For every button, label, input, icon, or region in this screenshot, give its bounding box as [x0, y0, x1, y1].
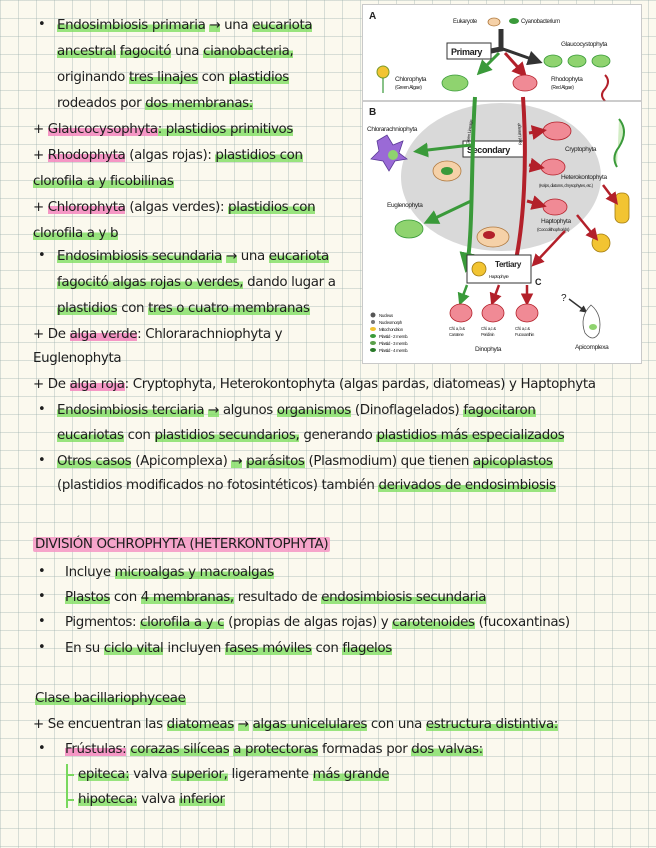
arrow-icon: → — [231, 454, 243, 469]
term: dos membranas: — [145, 96, 253, 111]
text: valva — [141, 792, 176, 807]
text: con — [127, 428, 151, 443]
bullet: • — [38, 640, 46, 655]
legend-item: Plastid - 3 memb. — [379, 341, 409, 346]
glauco-cell-icon — [592, 55, 610, 67]
legend-item: Mitochondrion — [379, 327, 403, 332]
term: derivados de endosimbiosis — [378, 478, 556, 493]
pigment-label: Chl. a,c & — [515, 326, 530, 331]
text: incluyen — [167, 641, 221, 656]
bullet: • — [38, 614, 46, 629]
red-secondary-cell-icon — [541, 159, 565, 175]
term: apicoplastos — [472, 454, 553, 469]
dinophyta-cell-icon — [482, 304, 504, 322]
arrow-to-crypto — [529, 131, 541, 133]
bracket-line — [66, 764, 68, 808]
text: dando lugar a — [247, 275, 336, 290]
rhodophyta-label: Rhodophyta — [551, 76, 583, 83]
text: (Dinoflagelados) — [354, 403, 460, 418]
eukaryote-label: Eukaryote — [453, 19, 477, 25]
note-line — [57, 274, 336, 292]
cyanobacterium-icon — [509, 18, 519, 24]
section-title — [33, 536, 330, 554]
red-algae-label: (Red Algae) — [551, 85, 574, 91]
term: Endosimbiosis terciaria — [57, 403, 205, 418]
term: clorofila a y c — [140, 615, 225, 630]
text: con — [315, 641, 339, 656]
arrow-icon: → — [225, 249, 237, 264]
term: tres o cuatro membranas — [148, 301, 310, 316]
term: corazas silíceas — [130, 742, 230, 757]
arrow-to-diatom — [603, 185, 615, 201]
diatom-cell-icon — [615, 193, 629, 223]
arrow-icon: → — [209, 18, 221, 33]
haptophyte-label: Haptophyte — [489, 274, 509, 279]
class-title-text: Clase bacillariophyceae — [35, 691, 186, 706]
note-line — [65, 640, 392, 658]
term: 4 membranas, — [140, 590, 234, 605]
primary-label: Primary — [451, 47, 483, 57]
text: ligeramente — [231, 767, 309, 782]
text: una — [175, 44, 200, 59]
arrow-to-coccolith — [577, 215, 595, 237]
arrow-to-dino-2 — [493, 285, 499, 301]
arrow-icon: → — [208, 403, 219, 418]
red-secondary-cell-icon — [543, 122, 571, 140]
tertiary-label: Tertiary — [495, 260, 521, 269]
note-line — [57, 453, 553, 471]
note-line — [65, 741, 483, 759]
term: clorofila a y b — [33, 226, 119, 241]
text: con — [113, 590, 137, 605]
term: eucariota — [252, 18, 313, 33]
term: dos valvas: — [411, 742, 483, 757]
bullet: • — [38, 453, 46, 468]
chlorarachniophyta-label: Chlorarachniophyta — [367, 126, 418, 133]
term-pink: Chlorophyta — [47, 200, 126, 215]
rhodophyta-cell-icon — [513, 75, 537, 91]
term: fagocitó — [119, 44, 172, 59]
term: plastidios con — [228, 200, 316, 215]
panel-a-label: A — [369, 11, 376, 22]
legend-item: Plastid - 4 memb. — [379, 348, 409, 353]
red-lineage-label: Red Lineage — [516, 123, 523, 146]
plus-sign: + — [33, 148, 44, 163]
term: más grande — [312, 767, 390, 782]
haptophyte-icon — [472, 262, 486, 276]
note-line — [57, 17, 312, 35]
note-line — [57, 43, 293, 61]
arrow-to-dino-1 — [461, 285, 467, 301]
cyanobacterium-label: Cyanobacterium — [521, 19, 560, 25]
text: (algas rojas): — [129, 148, 212, 163]
heterokontophyta-label: Heterokontophyta — [561, 174, 607, 181]
term: Endosimbiosis primaria — [57, 18, 206, 33]
text: algunos — [222, 403, 273, 418]
haptophyta-subtitle: (Coccolithophorids) — [537, 227, 570, 232]
term: plastidios con — [215, 148, 303, 163]
plastid-icon — [441, 167, 453, 175]
text: En su — [65, 641, 100, 656]
plus-sign: + De — [33, 327, 66, 342]
note-line — [65, 564, 274, 582]
term: inferior — [179, 792, 225, 807]
legend-item: Nucleus — [379, 313, 393, 318]
note-line — [33, 173, 174, 191]
plus-sign: + — [33, 717, 44, 732]
green-algae-label: (Green Algae) — [395, 85, 422, 91]
term: organismos — [276, 403, 351, 418]
term: Otros casos — [57, 454, 132, 469]
text: (plastidios modificados no fotosintéticos) también — [57, 478, 375, 493]
text: (Plasmodium) que tienen — [308, 454, 470, 469]
term: a protectoras — [233, 742, 319, 757]
term: tres linajes — [128, 70, 198, 85]
arrow-to-hetero — [529, 165, 539, 167]
text: por — [120, 96, 142, 111]
note-line — [65, 589, 486, 607]
term: cianobacteria, — [203, 44, 294, 59]
note-line — [33, 350, 121, 368]
legend-swatch — [371, 320, 375, 324]
panel-c-label: C — [535, 277, 542, 287]
note-line — [65, 614, 570, 632]
term: fagocitaron — [463, 403, 536, 418]
note-line — [33, 121, 293, 139]
legend-item: Plastid - 2 memb. — [379, 334, 409, 339]
red-secondary-cell-icon — [543, 199, 567, 215]
text: valva — [133, 767, 168, 782]
figure-svg — [363, 5, 641, 363]
note-line — [57, 95, 253, 113]
note-line — [57, 402, 536, 420]
endosymbiosis-figure — [362, 4, 642, 364]
legend-swatch — [370, 334, 376, 338]
green-lineage-label: Green Lineage — [465, 119, 474, 146]
class-title — [35, 690, 186, 708]
legend-item: Nucleomorph — [379, 320, 402, 325]
bullet: • — [38, 402, 46, 417]
note-line — [57, 477, 556, 495]
note-line — [78, 766, 389, 784]
plus-sign: + — [33, 122, 44, 137]
pigment-label: Peridinin — [481, 332, 495, 337]
primary-stem — [491, 29, 501, 51]
term: diatomeas — [166, 717, 234, 732]
term: : plastidios primitivos — [157, 122, 294, 137]
text: Incluye — [65, 565, 111, 580]
text: (algas verdes): — [129, 200, 225, 215]
term: hipoteca: — [78, 792, 138, 807]
section-title-text: DIVISIÓN OCHROPHYTA (HETERKONTOPHYTA) — [35, 537, 329, 552]
plastid-icon — [483, 231, 495, 239]
term-pink: Frústulas: — [65, 742, 127, 757]
bullet: • — [38, 589, 46, 604]
term: parásitos — [246, 454, 305, 469]
term: Endosimbiosis secundaria — [57, 249, 223, 264]
bullet: • — [38, 564, 46, 579]
secondary-label: Secondary — [467, 145, 510, 155]
apicoplast-icon — [589, 324, 597, 330]
term: ancestral — [57, 44, 116, 59]
glaucocystophyta-label: Glaucocystophyta — [561, 41, 608, 48]
bullet: • — [38, 248, 46, 263]
text: (fucoxantinas) — [478, 615, 570, 630]
term-pink: Rhodophyta — [47, 148, 126, 163]
note-line — [57, 427, 564, 445]
term-pink: Glaucocysophyta — [47, 122, 158, 137]
arrow-icon: → — [237, 717, 249, 732]
term: fagocitó algas rojas o verdes, — [57, 275, 244, 290]
dinophyta-label: Dinophyta — [475, 346, 502, 353]
haptophyta-label: Haptophyta — [541, 218, 571, 225]
text: con una — [370, 717, 422, 732]
term-pink: alga verde — [69, 327, 138, 342]
glauco-cell-icon — [568, 55, 586, 67]
term: eucariotas — [57, 428, 124, 443]
note-line — [33, 716, 558, 734]
bracket-tick — [66, 799, 74, 801]
legend-swatch — [370, 327, 376, 331]
text: con — [201, 70, 225, 85]
term: microalgas y macroalgas — [114, 565, 274, 580]
bracket-tick — [66, 774, 74, 776]
note-line — [57, 69, 289, 87]
term: flagelos — [342, 641, 392, 656]
note-line — [33, 326, 282, 344]
heterokont-subtitle: (Kelps, diatoms, chrysophytes, etc.) — [539, 183, 593, 188]
cryptophyta-label: Cryptophyta — [565, 146, 597, 153]
text: Pigmentos: — [65, 615, 137, 630]
term: eucariota — [268, 249, 329, 264]
text: rodeados — [57, 96, 117, 111]
text: generando — [303, 428, 373, 443]
term: plastidios secundarios, — [154, 428, 300, 443]
term: fases móviles — [224, 641, 312, 656]
text: Se encuentran las — [47, 717, 163, 732]
note-line — [57, 248, 329, 266]
pigment-label: Chl. a, b & — [449, 326, 465, 331]
term: algas unicelulares — [252, 717, 367, 732]
note-line — [33, 376, 596, 394]
term: estructura distintiva: — [425, 717, 558, 732]
plastid-icon — [388, 150, 398, 160]
flower-icon — [377, 66, 389, 78]
bullet: • — [38, 741, 46, 756]
term: epiteca: — [78, 767, 130, 782]
note-line — [57, 300, 310, 318]
pigment-label: Fucoxanthin — [515, 332, 534, 337]
pigment-label: Carotene — [449, 332, 464, 337]
arrow-to-apicomplexa — [569, 299, 585, 311]
note-line — [33, 199, 315, 217]
text: con — [121, 301, 145, 316]
text: originando — [57, 70, 126, 85]
apicomplexa-label: Apicomplexa — [575, 344, 609, 351]
term: endosimbiosis secundaria — [321, 590, 487, 605]
text: (Apicomplexa) — [135, 454, 228, 469]
term: plastidios — [57, 301, 118, 316]
text: resultado de — [237, 590, 318, 605]
term: plastidios — [228, 70, 289, 85]
text: : Chlorarachniophyta y — [137, 327, 283, 342]
term: Plastos — [65, 590, 110, 605]
dinophyta-cell-icon — [450, 304, 472, 322]
note-line — [33, 225, 118, 243]
chlorophyta-cell-icon — [442, 75, 468, 91]
dinophyta-cell-icon — [516, 304, 538, 322]
pigment-label: Chl. a,c & — [481, 326, 496, 331]
bullet: • — [38, 17, 46, 32]
text: (propias de algas rojas) y — [228, 615, 389, 630]
text: : Cryptophyta, Heterokontophyta (algas pardas, diatomeas) y Haptophyta — [124, 377, 596, 392]
red-seaweed-icon — [602, 75, 608, 101]
question-mark: ? — [561, 293, 567, 304]
term-pink: alga roja — [69, 377, 125, 392]
legend — [370, 313, 408, 354]
note-line — [78, 791, 225, 809]
term: superior, — [171, 767, 228, 782]
plus-sign: + De — [33, 377, 66, 392]
apicomplexa-cell-icon — [583, 305, 600, 338]
term: carotenoides — [392, 615, 475, 630]
eukaryote-cell-icon — [488, 18, 500, 26]
term: ciclo vital — [103, 641, 164, 656]
plus-sign: + — [33, 200, 44, 215]
text: formadas por — [322, 742, 408, 757]
note-line — [33, 147, 303, 165]
text: Euglenophyta — [33, 351, 122, 366]
term: clorofila a y ficobilinas — [33, 174, 174, 189]
text: una — [224, 18, 249, 33]
term: plastidios más especializados — [376, 428, 565, 443]
panel-b-label: B — [369, 107, 376, 118]
glauco-cell-icon — [544, 55, 562, 67]
legend-swatch — [371, 313, 376, 318]
legend-swatch — [370, 348, 376, 352]
euglenophyta-label: Euglenophyta — [387, 202, 423, 209]
chlorophyta-label: Chlorophyta — [395, 76, 427, 83]
crypto-cell-icon — [614, 119, 624, 167]
euglenophyta-cell-icon — [395, 220, 423, 238]
legend-swatch — [370, 341, 376, 345]
text: una — [240, 249, 265, 264]
